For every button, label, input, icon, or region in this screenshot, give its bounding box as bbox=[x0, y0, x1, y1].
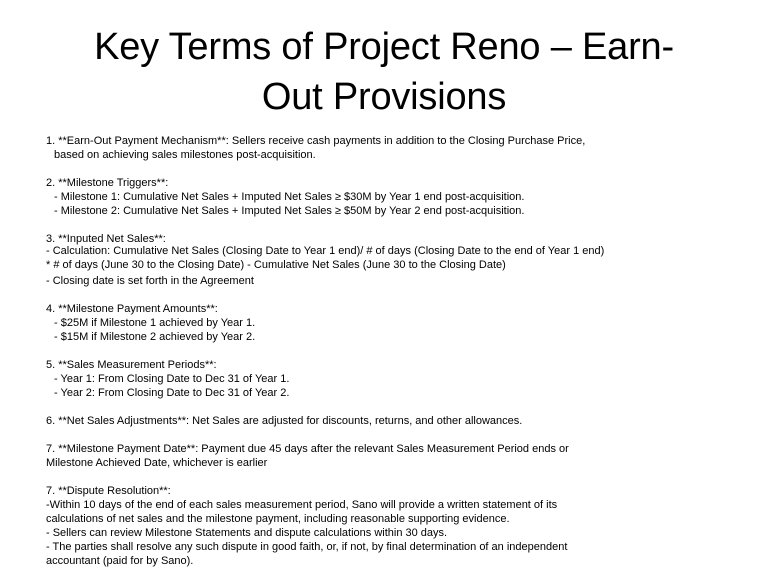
spacer bbox=[46, 428, 666, 442]
year-2-period: - Year 2: From Closing Date to Dec 31 of Year 2. bbox=[54, 387, 290, 399]
dispute-statement-continuation: calculations of net sales and the milestone payment, including reasonable supporting evidence. bbox=[46, 513, 510, 525]
inputed-calculation-continuation: * # of days (June 30 to the Closing Date) - Cumulative Net Sales (June 30 to the Closing Date) bbox=[46, 259, 506, 271]
inputed-net-sales-heading: 3. **Inputed Net Sales**: bbox=[46, 233, 166, 245]
milestone-2-amount: - $15M if Milestone 2 achieved by Year 2. bbox=[54, 331, 256, 343]
net-sales-adjustments-line: 6. **Net Sales Adjustments**: Net Sales are adjusted for discounts, returns, and other allowances. bbox=[46, 415, 523, 427]
spacer bbox=[46, 288, 666, 302]
milestone-payment-date-continuation: Milestone Achieved Date, whichever is earlier bbox=[46, 457, 268, 469]
inputed-calculation-line: - Calculation: Cumulative Net Sales (Closing Date to Year 1 end)/ # of days (Closing Date to the end of Year 1 end) bbox=[46, 245, 605, 257]
milestone-1-trigger: - Milestone 1: Cumulative Net Sales + Imputed Net Sales ≥ $30M by Year 1 end post-acquisition. bbox=[54, 191, 525, 203]
earnout-mechanism-line: 1. **Earn-Out Payment Mechanism**: Sellers receive cash payments in addition to the Closing Purchase Price, bbox=[46, 135, 586, 147]
milestone-triggers-heading: 2. **Milestone Triggers**: bbox=[46, 177, 169, 189]
milestone-payment-amounts-heading: 4. **Milestone Payment Amounts**: bbox=[46, 303, 218, 315]
dispute-resolution-heading: 7. **Dispute Resolution**: bbox=[46, 485, 171, 497]
dispute-resolve-continuation: accountant (paid for by Sano). bbox=[46, 555, 194, 567]
dispute-review-line: - Sellers can review Milestone Statements and dispute calculations within 30 days. bbox=[46, 527, 448, 539]
earnout-mechanism-continuation: based on achieving sales milestones post-acquisition. bbox=[54, 149, 316, 161]
year-1-period: - Year 1: From Closing Date to Dec 31 of Year 1. bbox=[54, 373, 290, 385]
dispute-resolve-line: - The parties shall resolve any such dispute in good faith, or, if not, by final determination of an independent bbox=[46, 541, 568, 553]
slide-title bbox=[40, 22, 728, 122]
milestone-1-amount: - $25M if Milestone 1 achieved by Year 1. bbox=[54, 317, 256, 329]
spacer bbox=[46, 400, 666, 414]
spacer bbox=[46, 162, 666, 176]
sales-measurement-periods-heading: 5. **Sales Measurement Periods**: bbox=[46, 359, 217, 371]
milestone-payment-date-line: 7. **Milestone Payment Date**: Payment due 45 days after the relevant Sales Measurement Period ends or bbox=[46, 443, 569, 455]
milestone-2-trigger: - Milestone 2: Cumulative Net Sales + Imputed Net Sales ≥ $50M by Year 2 end post-acquisition. bbox=[54, 205, 525, 217]
title-line-1: Key Terms of Project Reno – Earn- bbox=[94, 26, 674, 68]
title-line-2: Out Provisions bbox=[261, 76, 507, 118]
closing-date-note: - Closing date is set forth in the Agreement bbox=[46, 275, 254, 287]
spacer bbox=[46, 470, 666, 484]
spacer bbox=[46, 218, 666, 232]
dispute-statement-line: -Within 10 days of the end of each sales measurement period, Sano will provide a written statement of its bbox=[46, 499, 558, 511]
slide-body bbox=[46, 134, 666, 568]
spacer bbox=[46, 344, 666, 358]
